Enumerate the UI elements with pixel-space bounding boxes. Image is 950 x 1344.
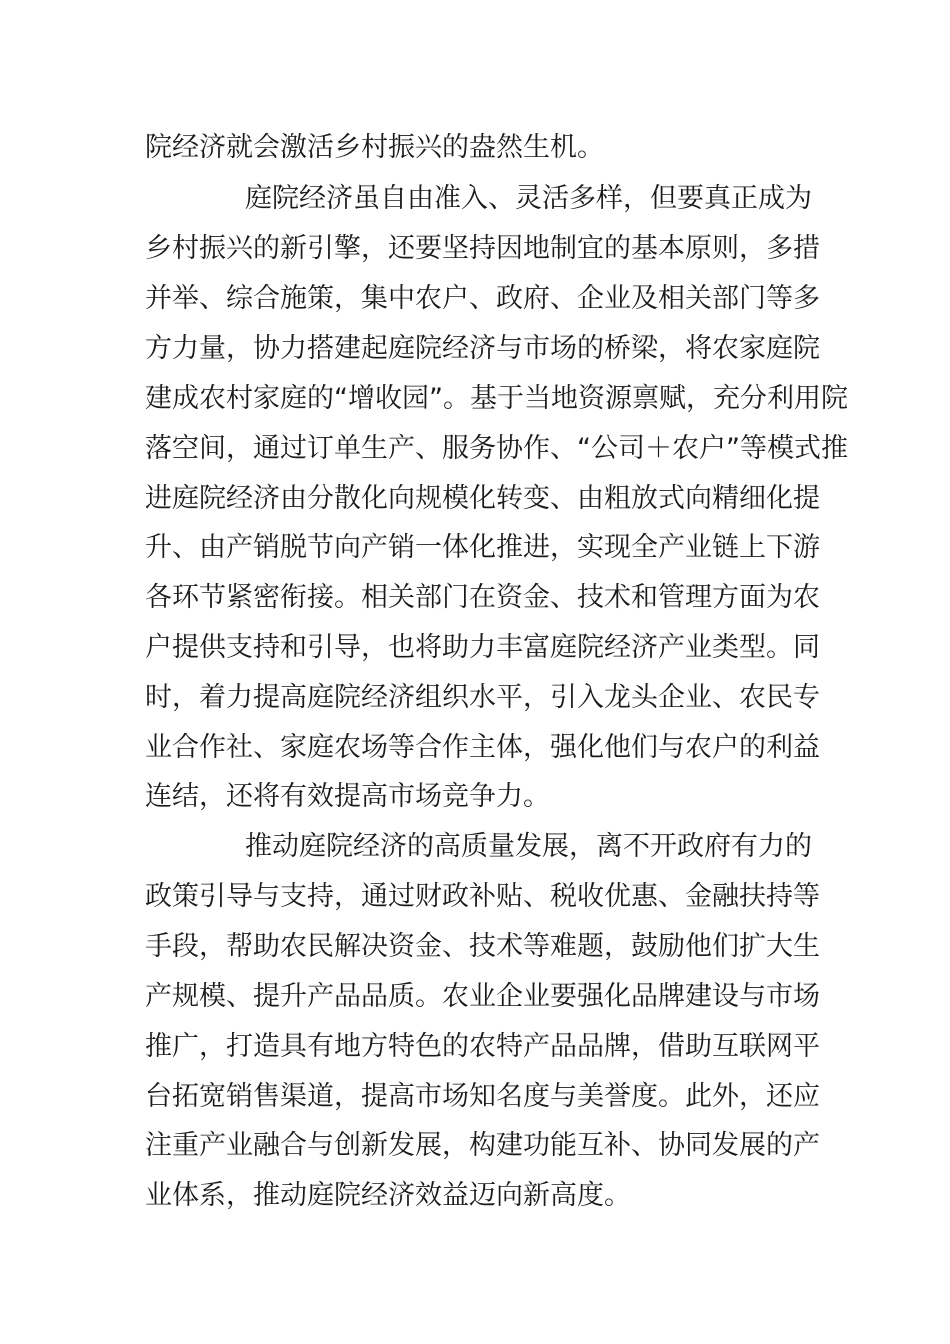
text-line: 户提供支持和引导，也将助力丰富庭院经济产业类型。同 bbox=[145, 632, 820, 663]
paragraph-first-line: 推动庭院经济的高质量发展，离不开政府有力的 bbox=[245, 831, 812, 862]
text-line: 建成农村家庭的“增收园”。基于当地资源禀赋，充分利用院 bbox=[145, 383, 848, 414]
text-line: 各环节紧密衔接。相关部门在资金、技术和管理方面为农 bbox=[145, 582, 820, 613]
text-line: 时，着力提高庭院经济组织水平，引入龙头企业、农民专 bbox=[145, 682, 820, 713]
text-line: 方力量，协力搭建起庭院经济与市场的桥梁，将农家庭院 bbox=[145, 333, 820, 364]
text-line: 落空间，通过订单生产、服务协作、“公司＋农户”等模式推 bbox=[145, 433, 848, 464]
text-line: 院经济就会激活乡村振兴的盎然生机。 bbox=[145, 132, 604, 163]
text-line: 台拓宽销售渠道，提高市场知名度与美誉度。此外，还应 bbox=[145, 1081, 820, 1112]
text-line: 乡村振兴的新引擎，还要坚持因地制宜的基本原则，多措 bbox=[145, 233, 820, 264]
text-line: 升、由产销脱节向产销一体化推进，实现全产业链上下游 bbox=[145, 532, 820, 563]
paragraph-first-line: 庭院经济虽自由准入、灵活多样，但要真正成为 bbox=[245, 183, 812, 214]
text-line: 并举、综合施策，集中农户、政府、企业及相关部门等多 bbox=[145, 283, 820, 314]
text-line: 产规模、提升产品品质。农业企业要强化品牌建设与市场 bbox=[145, 981, 820, 1012]
text-line: 业合作社、家庭农场等合作主体，强化他们与农户的利益 bbox=[145, 732, 820, 763]
text-line: 政策引导与支持，通过财政补贴、税收优惠、金融扶持等 bbox=[145, 881, 820, 912]
text-line: 进庭院经济由分散化向规模化转变、由粗放式向精细化提 bbox=[145, 483, 820, 514]
text-line: 业体系，推动庭院经济效益迈向新高度。 bbox=[145, 1180, 631, 1211]
text-line: 推广，打造具有地方特色的农特产品品牌，借助互联网平 bbox=[145, 1031, 820, 1062]
text-line: 注重产业融合与创新发展，构建功能互补、协同发展的产 bbox=[145, 1130, 820, 1161]
text-line: 手段，帮助农民解决资金、技术等难题，鼓励他们扩大生 bbox=[145, 931, 820, 962]
text-line: 连结，还将有效提高市场竞争力。 bbox=[145, 781, 550, 812]
